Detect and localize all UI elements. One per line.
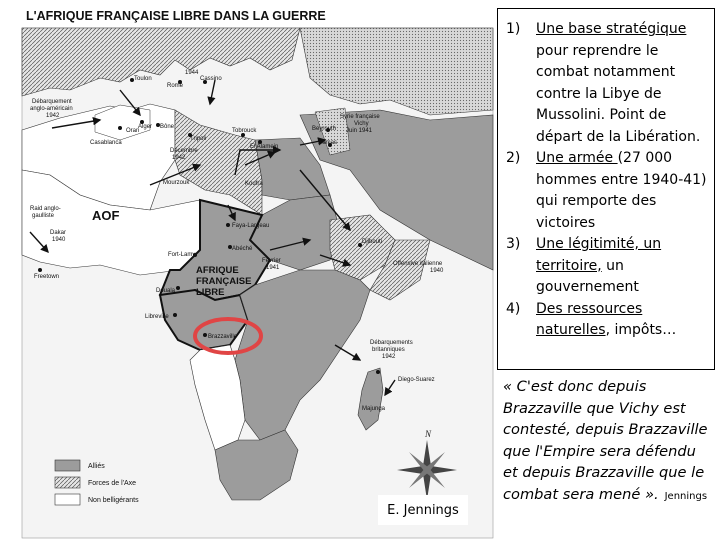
key-points-list — [506, 19, 708, 342]
label-offensive-2: 1940 — [430, 268, 444, 274]
key-point-2: 2) Une armée (27 000 hommes entre 1940-41) qui remporte des victoires — [506, 150, 707, 231]
label-debarq-brit-3: 1942 — [382, 354, 396, 360]
label-rome: Rome — [167, 83, 184, 89]
label-douala: Douala — [156, 288, 176, 294]
compass-north-label: N — [425, 429, 432, 439]
label-syria-1: Syrie française — [340, 114, 380, 120]
key-points-box — [497, 8, 715, 370]
label-alger: Alger — [138, 124, 153, 130]
label-djibouti: Djibouti — [362, 239, 383, 245]
quote-text: « C'est donc depuis Brazzaville que Vichy est contesté, depuis Brazzaville que l'Empire sera défendu et depuis Brazzaville que le combat sera mené ». — [503, 378, 708, 503]
label-beyrouth: Beyrouth — [312, 126, 337, 132]
legend-swatch-allies — [55, 460, 80, 471]
label-faya: Faya-Largeau — [232, 223, 270, 229]
label-raid-1: Raid anglo- — [30, 206, 61, 212]
label-freetown: Freetown — [34, 274, 60, 280]
label-dakar: Dakar — [50, 230, 67, 236]
label-decembre-1: Décembre — [170, 148, 198, 154]
label-syria-3: Juin 1941 — [346, 128, 373, 134]
label-tripoli: Tripoli — [190, 136, 207, 142]
label-afl-2: FRANÇAISE — [196, 276, 252, 287]
label-aof: AOF — [92, 208, 120, 223]
label-dakar-year: 1940 — [52, 237, 66, 243]
label-syria-2: Vichy — [354, 121, 369, 127]
label-cassino: Cassino — [200, 76, 222, 82]
label-raid-2: gaulliste — [32, 213, 55, 219]
label-decembre-2: 1942 — [172, 155, 186, 161]
jennings-quote — [503, 376, 715, 507]
label-offensive-1: Offensive italienne — [393, 261, 443, 267]
label-toulon: Toulon — [134, 76, 152, 82]
quote-signature: Jennings — [664, 490, 708, 502]
label-debarq-brit-2: britanniques — [372, 347, 405, 353]
label-brazzaville: Brazzaville — [208, 334, 238, 340]
legend-label-neutral: Non belligérants — [88, 497, 139, 504]
legend-label-allies: Alliés — [88, 463, 105, 470]
label-debarquement-1: Débarquement — [32, 99, 72, 105]
label-debarq-brit-1: Débarquements — [370, 340, 413, 346]
label-fevrier-2: 1941 — [266, 265, 280, 271]
label-afl-3: LIBRE — [196, 287, 225, 298]
legend-swatch-axis — [55, 477, 80, 488]
label-tobrouck: Tobrouck — [232, 128, 257, 134]
label-bone: Bône — [160, 124, 175, 130]
label-majunga: Majunga — [362, 406, 386, 412]
label-damas: Damas — [318, 140, 338, 146]
label-libreville: Libreville — [145, 314, 169, 320]
key-point-4: 4) Des ressources naturelles, impôts… — [506, 300, 677, 338]
label-fort-lamy: Fort-Lamy — [168, 252, 196, 258]
credit-label: E. Jennings — [378, 495, 468, 525]
key-point-3: 3) Une légitimité, un territoire, un gouvernement — [506, 236, 662, 295]
label-abeche: Abéché — [232, 246, 253, 252]
map-title: L'AFRIQUE FRANÇAISE LIBRE DANS LA GUERRE — [26, 9, 326, 23]
label-mourzouk: Mourzouk — [163, 180, 190, 186]
label-fevrier-1: Février — [262, 258, 281, 264]
label-diego-suarez: Diego-Suarez — [398, 377, 435, 383]
legend-label-axis: Forces de l'Axe — [88, 480, 137, 487]
label-debarquement-2: anglo-américain — [30, 106, 73, 112]
label-casablanca: Casablanca — [90, 140, 122, 146]
label-el-alamein: El Alamein — [250, 144, 279, 150]
label-1944: 1944 — [185, 70, 199, 76]
key-point-1: 1) Une base stratégique pour reprendre le combat notamment contre la Libye de Mussolini. Point de départ de la Libération. — [506, 21, 701, 145]
label-afl-1: AFRIQUE — [196, 265, 239, 276]
legend-swatch-neutral — [55, 494, 80, 505]
label-oran: Oran — [126, 128, 140, 134]
label-debarquement-3: 1942 — [46, 113, 60, 119]
label-koufra: Koufra — [245, 181, 263, 187]
